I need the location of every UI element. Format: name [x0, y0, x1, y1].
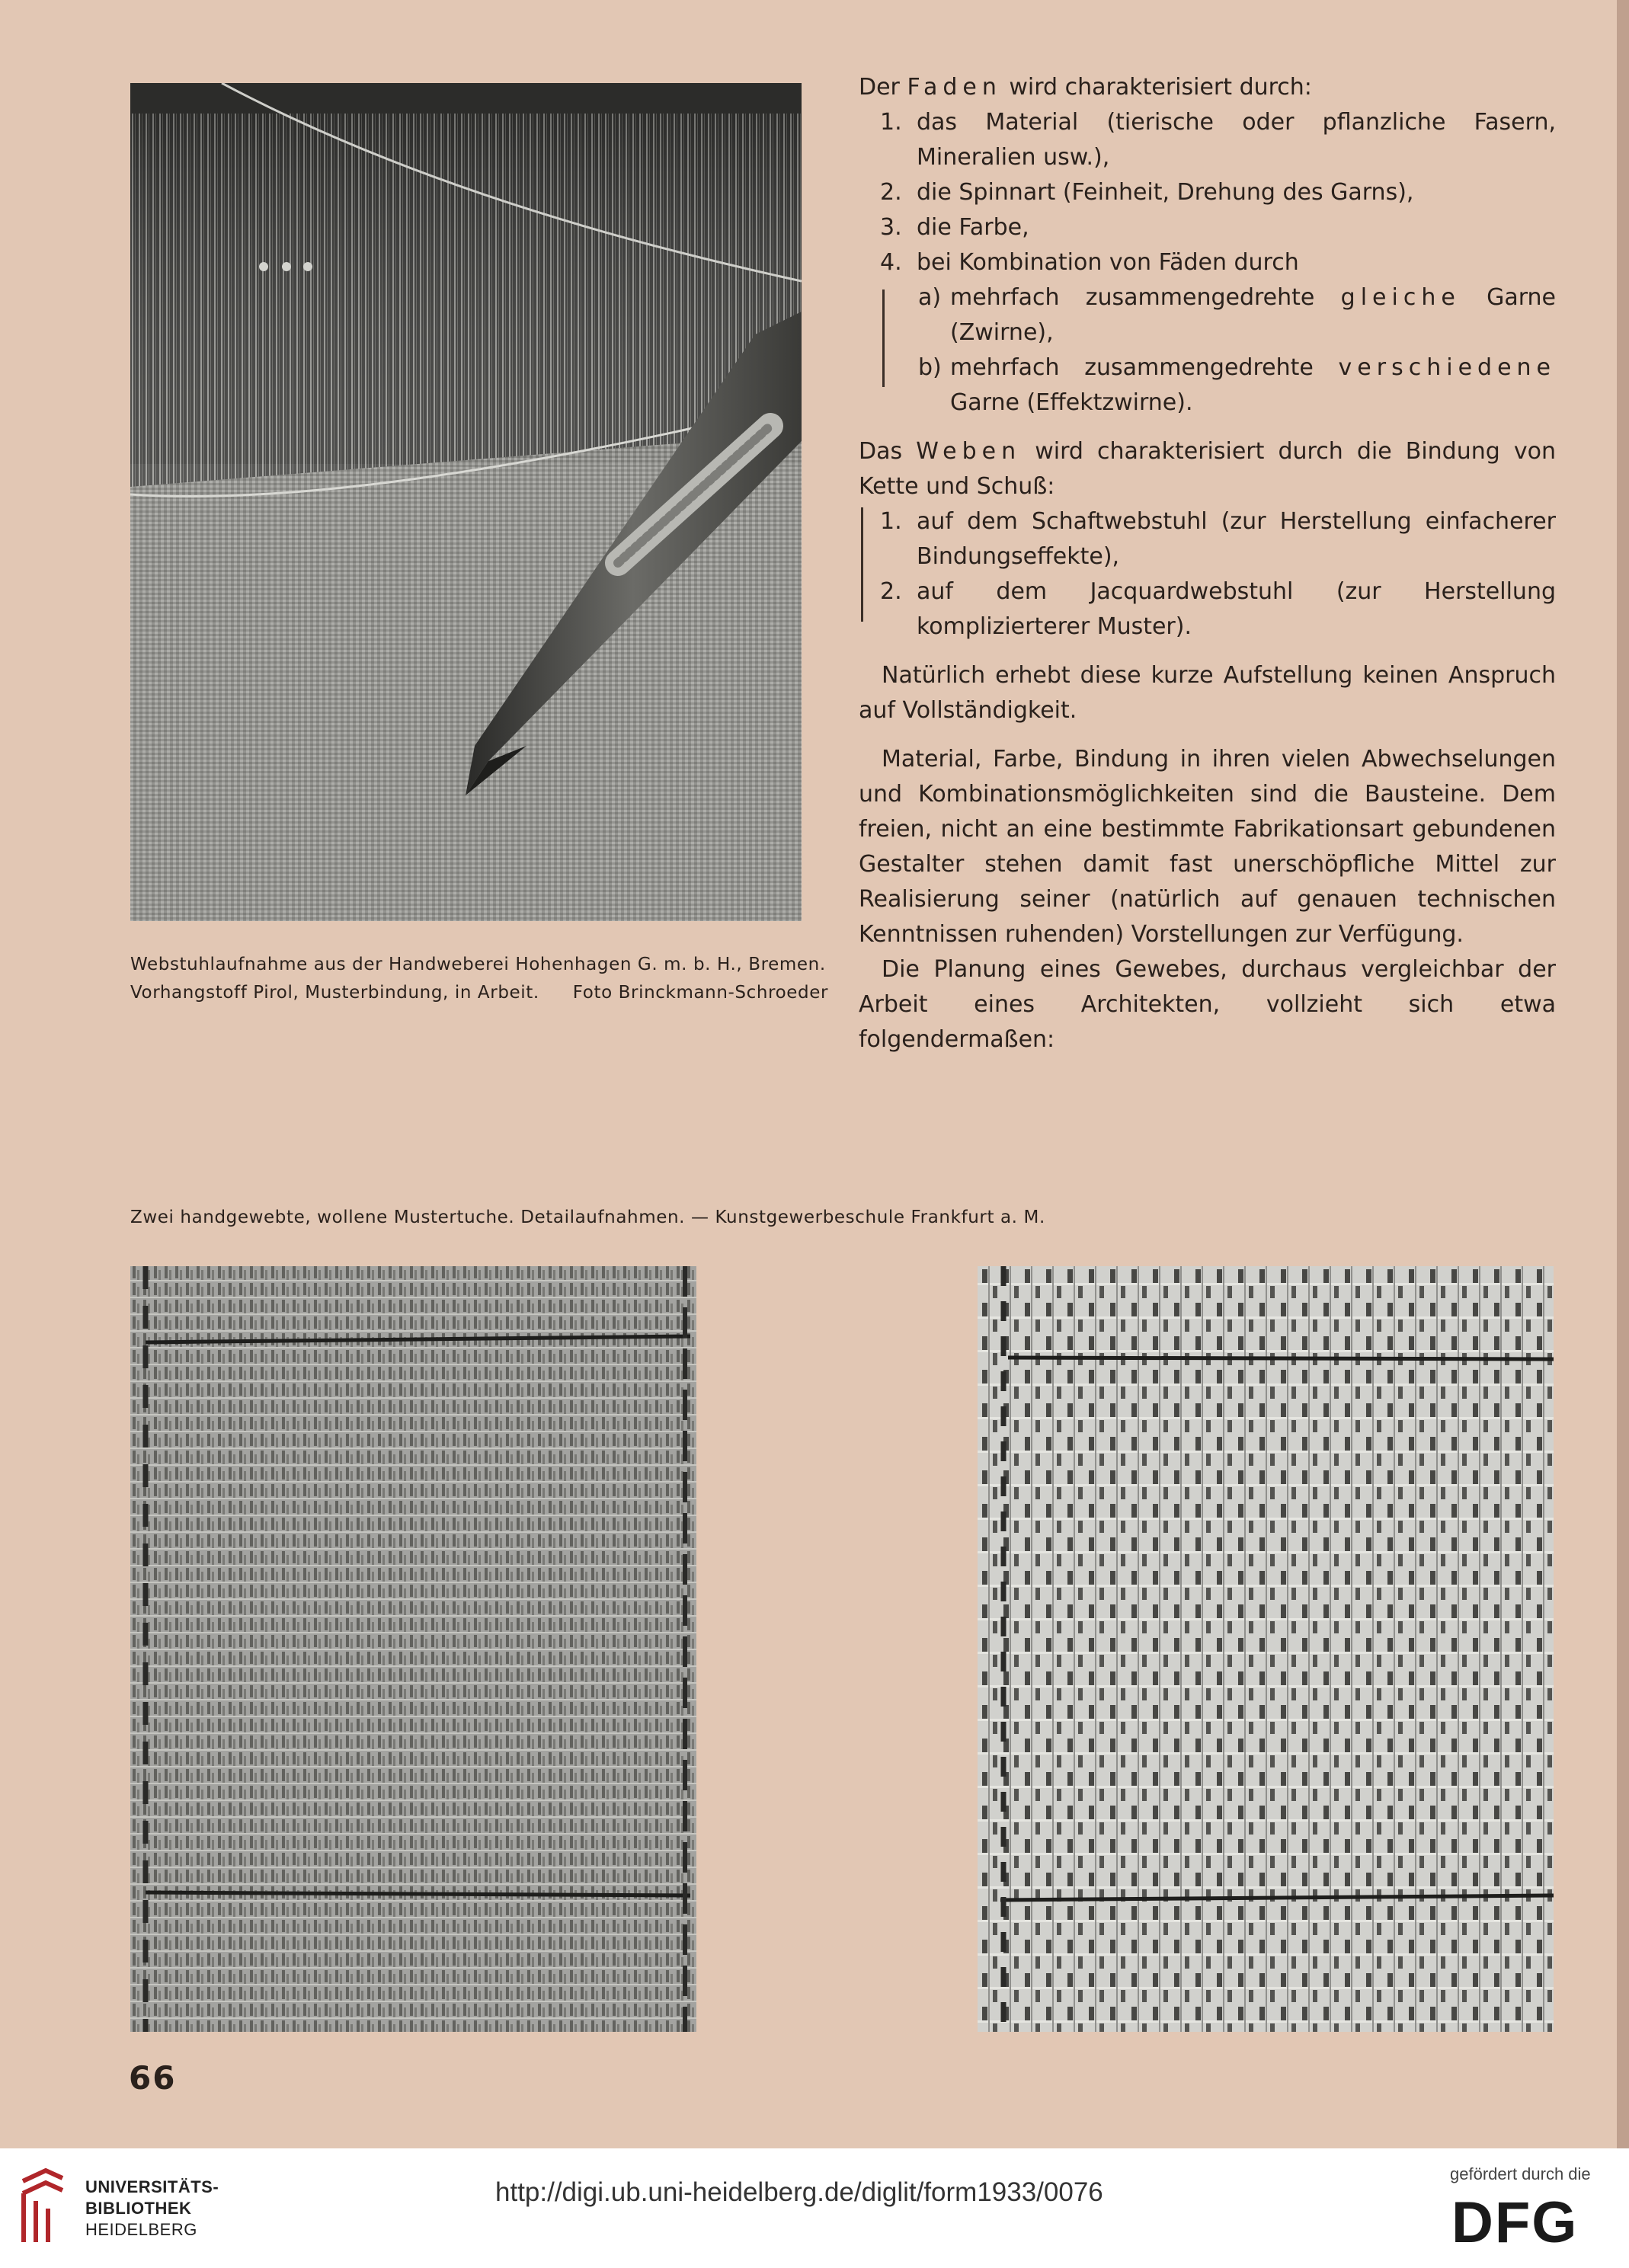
- loom-photo: [130, 83, 802, 921]
- footer: [0, 2148, 1629, 2268]
- paragraph-planning: Die Planung eines Gewebes, durchaus vergleichbar der Arbeit eines Architekten, vollzieht sich etwa folgendermaßen:: [859, 956, 1556, 1053]
- page-number: 66: [129, 2059, 177, 2097]
- library-name-line-1: UNIVERSITÄTS-: [85, 2177, 219, 2196]
- university-library-logo-icon[interactable]: [15, 2166, 69, 2248]
- paragraph-completeness: Natürlich erhebt diese kurze Aufstellung keinen Anspruch auf Vollständigkeit.: [859, 662, 1556, 724]
- thread-item: 3. die Farbe,: [880, 214, 1029, 241]
- swatch-left-photo: [130, 1266, 696, 2032]
- subitem-brace: [882, 289, 885, 387]
- swatch-caption: Zwei handgewebte, wollene Mustertuche. Detailaufnahmen. — Kunstgewerbeschule Frankfurt a. M.: [130, 1208, 1045, 1227]
- permalink-url[interactable]: http://digi.ub.uni-heidelberg.de/diglit/form1933/0076: [495, 2177, 1103, 2207]
- loom-caption-description: Vorhangstoff Pirol, Musterbindung, in Arbeit.: [130, 983, 539, 1003]
- emphasis-faden: Faden: [907, 74, 1002, 101]
- paragraph-building-blocks: Material, Farbe, Bindung in ihren vielen Abwechselungen und Kombinationsmöglichkeiten sind die Bausteine. Dem freien, nicht an eine bestimmte Fabrikationsart gebundenen Gestalter stehen damit fast unerschöpfliche Mittel zur Realisierung seiner (natürlich auf genauen technischen Kenntnissen ruhenden) Vorstellungen zur Verfügung.: [859, 746, 1556, 948]
- text-column: [859, 70, 1556, 1057]
- loom-caption-line-1: Webstuhlaufnahme aus der Handweberei Hohenhagen G. m. b. H., Bremen.: [130, 955, 826, 974]
- emphasis-weben: Weben: [916, 438, 1022, 465]
- thread-intro: Der Faden wird charakterisiert durch:: [859, 74, 1312, 101]
- swatch-right-photo: [978, 1266, 1554, 2032]
- emphasis-gleiche: gleiche: [1340, 284, 1461, 311]
- thread-subitem-a: a) mehrfach zusammengedrehte gleiche Garne (Zwirne),: [918, 284, 1556, 346]
- weave-item: 2. auf dem Jacquardwebstuhl (zur Herstellung komplizierterer Muster).: [880, 578, 1556, 640]
- thread-subitem-b: b) mehrfach zusammengedrehte verschiedene Garne (Effektzwirne).: [918, 354, 1556, 416]
- weave-intro: Das Weben wird charakterisiert durch die Bindung von Kette und Schuß:: [859, 438, 1556, 500]
- loom-caption-credit: Foto Brinckmann-Schroeder: [572, 983, 828, 1003]
- loom-caption-line-2: [130, 983, 828, 1003]
- library-name-line-3: HEIDELBERG: [85, 2220, 197, 2239]
- thread-item: 4. bei Kombination von Fäden durch: [880, 249, 1299, 276]
- emphasis-verschiedene: verschiedene: [1338, 354, 1556, 381]
- scan-edge: [1617, 0, 1629, 2148]
- sponsor-label: gefördert durch die: [1450, 2164, 1591, 2183]
- library-name-line-2: BIBLIOTHEK: [85, 2199, 192, 2218]
- dfg-logo[interactable]: DFG: [1451, 2190, 1579, 2255]
- thread-item: 1. das Material (tierische oder pflanzliche Fasern, Mineralien usw.),: [880, 109, 1556, 171]
- weave-item: 1. auf dem Schaftwebstuhl (zur Herstellung einfacherer Bindungseffekte),: [880, 508, 1556, 570]
- weave-brace: [861, 507, 863, 622]
- thread-item: 2. die Spinnart (Feinheit, Drehung des Garns),: [880, 179, 1414, 206]
